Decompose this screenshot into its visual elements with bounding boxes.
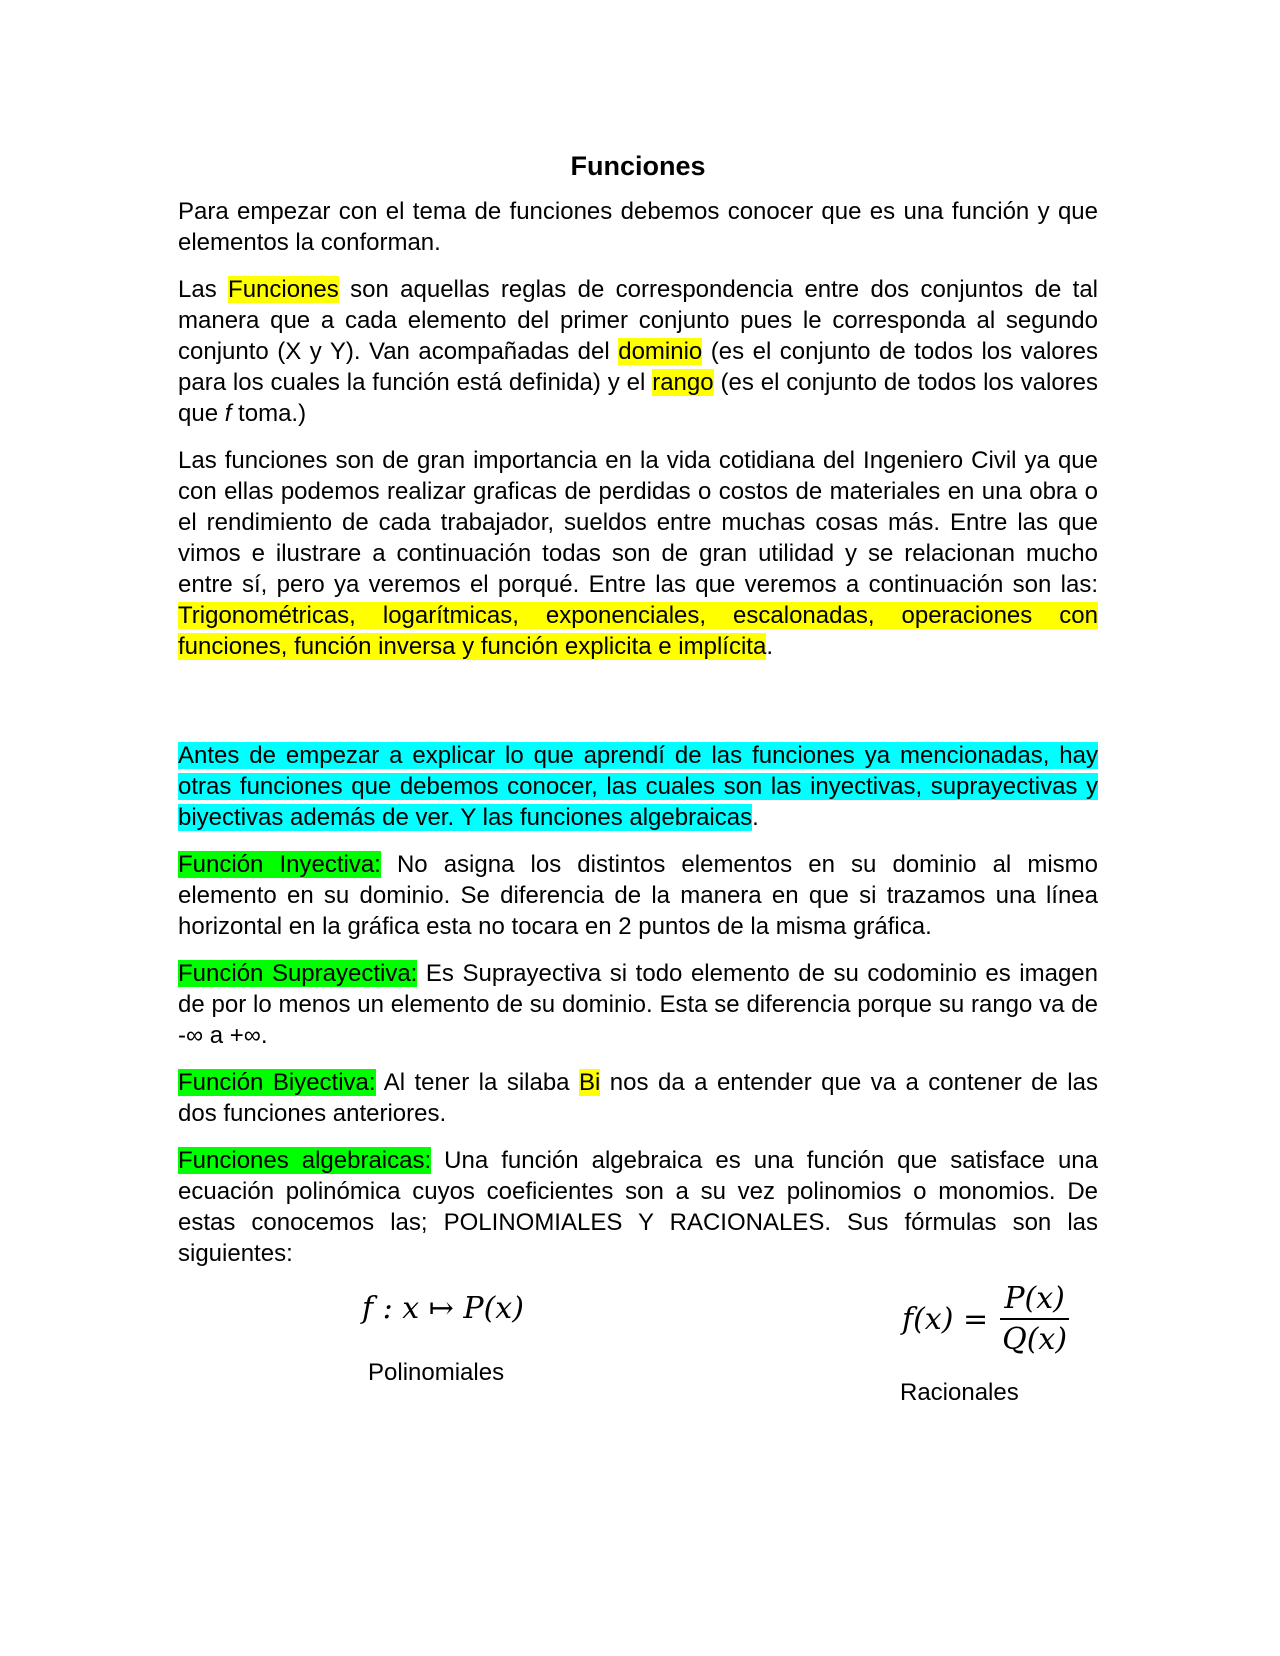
blank-space xyxy=(178,678,1098,740)
highlight-function-types: Trigonométricas, logarítmicas, exponenciales, escalonadas, operaciones con funciones, función inversa y función explicita e implícita xyxy=(178,602,1098,660)
definition-paragraph: Las Funciones son aquellas reglas de correspondencia entre dos conjuntos de tal manera que a cada elemento del primer conjunto pues le corresponda al segundo conjunto (X y Y). Van acompañadas del dominio (es el conjunto de todos los valores para los cuales la función está definida) y el rango (es el conjunto de todos los valores que f toma.) xyxy=(178,276,1098,427)
formulas-section xyxy=(178,1283,1098,1433)
inyectiva-paragraph: Función Inyectiva: No asigna los distintos elementos en su dominio al mismo elemento en su dominio. Se diferencia de la manera en que si trazamos una línea horizontal en la gráfica esta no tocara en 2 puntos de la misma gráfica. xyxy=(178,851,1099,940)
highlight-before: Antes de empezar a explicar lo que aprendí de las funciones ya mencionadas, hay otras funciones que debemos conocer, las cuales son las inyectivas, suprayectivas y biyectivas además de ver. Y las funciones algebraicas xyxy=(178,742,1098,831)
polynomial-caption: Polinomiales xyxy=(368,1359,505,1386)
suprayectiva-paragraph: Función Suprayectiva: Es Suprayectiva si todo elemento de su codominio es imagen de por lo menos un elemento de su dominio. Esta se diferencia porque su rango va de -∞ a +∞. xyxy=(178,960,1098,1049)
polynomial-formula: f : x ↦ P(x) xyxy=(362,1291,524,1326)
rational-formula xyxy=(902,1283,1071,1355)
document-page xyxy=(178,150,1098,1433)
highlight-bi: Bi xyxy=(579,1069,601,1096)
rational-lhs: f(x) = xyxy=(902,1301,989,1337)
biyectiva-paragraph: Función Biyectiva: Al tener la silaba Bi nos da a entender que va a contener de las dos funciones anteriores. xyxy=(178,1069,1098,1127)
label-biyectiva: Función Biyectiva: xyxy=(178,1069,376,1096)
page-title: Funciones xyxy=(570,151,706,181)
rational-caption: Racionales xyxy=(900,1379,1019,1406)
intro-paragraph: Para empezar con el tema de funciones debemos conocer que es una función y que elementos la conforman. xyxy=(178,198,1098,256)
label-algebraicas: Funciones algebraicas: xyxy=(178,1147,432,1174)
algebraicas-paragraph: Funciones algebraicas: Una función algebraica es una función que satisface una ecuación polinómica cuyos coeficientes son a su vez polinomios o monomios. De estas conocemos las; POLINOMIALES Y RACIONALES. Sus fórmulas son las siguientes: xyxy=(178,1147,1098,1267)
importance-paragraph: Las funciones son de gran importancia en la vida cotidiana del Ingeniero Civil ya que con ellas podemos realizar graficas de perdidas o costos de materiales en una obra o el rendimiento de cada trabajador, sueldos entre muchas cosas más. Entre las que vimos e ilustrare a continuación todas son de gran utilidad y se relacionan mucho entre sí, pero ya veremos el porqué. Entre las que veremos a continuación son las: Trigonométricas, logarítmicas, exponenciales, escalonadas, operaciones con funciones, función inversa y función explicita e implícita. xyxy=(178,447,1098,660)
variable-f: f xyxy=(224,400,232,427)
rational-fraction xyxy=(998,1283,1071,1355)
before-paragraph: Antes de empezar a explicar lo que aprendí de las funciones ya mencionadas, hay otras funciones que debemos conocer, las cuales son las inyectivas, suprayectivas y biyectivas además de ver. Y las funciones algebraicas. xyxy=(178,742,1098,831)
fraction-denominator: Q(x) xyxy=(1002,1322,1068,1357)
highlight-rango: rango xyxy=(652,369,714,396)
label-inyectiva: Función Inyectiva: xyxy=(178,851,381,878)
label-suprayectiva: Función Suprayectiva: xyxy=(178,960,418,987)
fraction-numerator: P(x) xyxy=(1000,1283,1069,1320)
highlight-funciones: Funciones xyxy=(228,276,339,303)
highlight-dominio: dominio xyxy=(618,338,703,365)
